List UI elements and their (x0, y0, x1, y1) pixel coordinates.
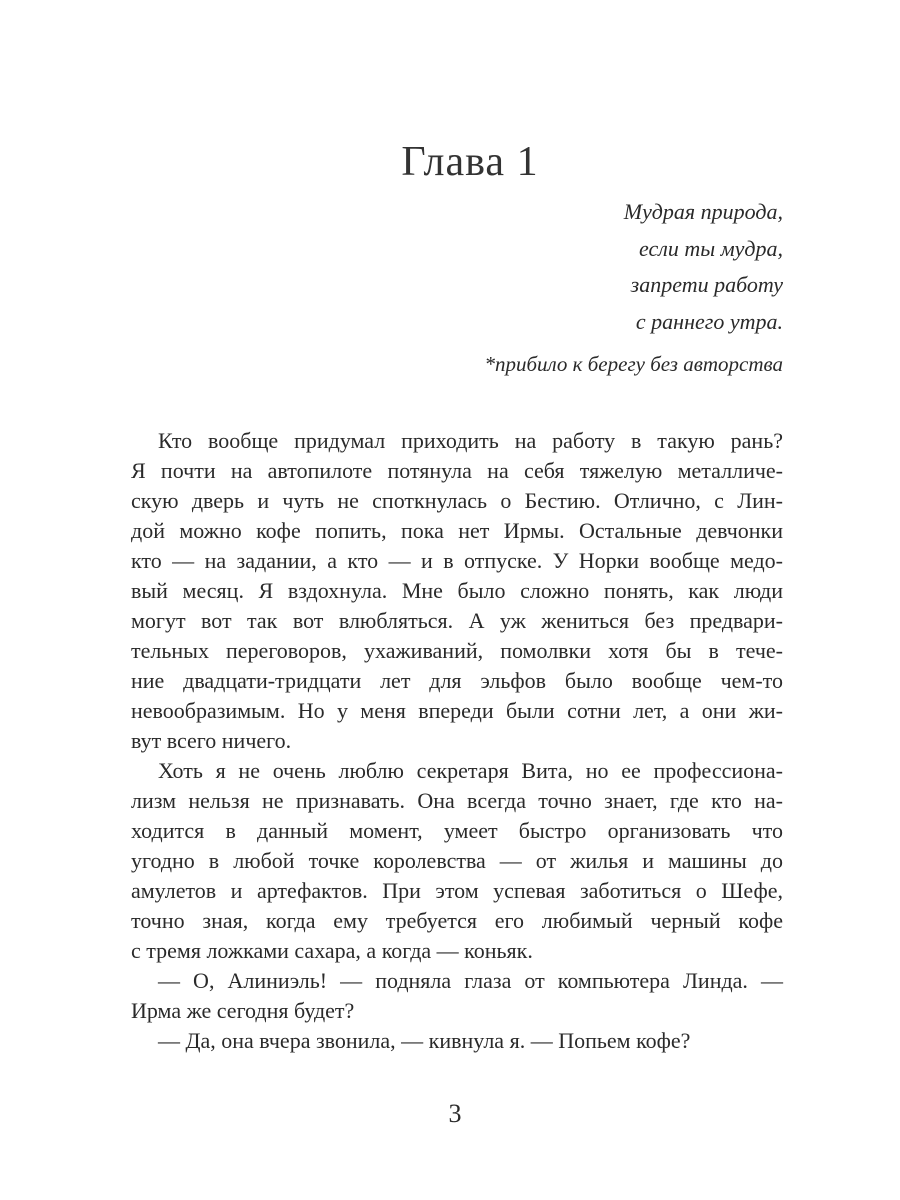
epigraph (624, 194, 783, 340)
epigraph-line: Мудрая природа, (623, 199, 783, 224)
epigraph-attribution: *прибило к берегу без авторства (484, 352, 783, 376)
text-line: — О, Алиниэль! — подняла глаза от компьютера Линда. — (158, 968, 783, 993)
text-line: амулетов и артефактов. При этом успевая заботиться о Шефе, (131, 878, 783, 903)
text-line: лизм нельзя не признавать. Она всегда точно знает, где кто на- (131, 788, 783, 813)
text-line: точно зная, когда ему требуется его любимый черный кофе (131, 908, 783, 933)
page-number: 3 (448, 1099, 462, 1128)
body-text (131, 426, 783, 1056)
text-line: Ирма же сегодня будет? (131, 998, 355, 1023)
text-line: невообразимым. Но у меня впереди были сотни лет, а они жи- (131, 698, 783, 723)
text-line: ние двадцати-тридцати лет для эльфов было вообще чем-то (131, 668, 783, 693)
text-line: вый месяц. Я вздохнула. Мне было сложно понять, как люди (131, 578, 783, 603)
text-line: угодно в любой точке королевства — от жилья и машины до (131, 848, 783, 873)
text-line: могут вот так вот влюбляться. А уж жениться без предвари- (131, 608, 783, 633)
text-line: дой можно кофе попить, пока нет Ирмы. Остальные девчонки (131, 518, 783, 543)
text-line: Кто вообще придумал приходить на работу в такую рань? (158, 428, 783, 453)
text-line: — Да, она вчера звонила, — кивнула я. — Попьем кофе? (158, 1028, 691, 1053)
chapter-title: Глава 1 (401, 139, 539, 185)
text-line: ходится в данный момент, умеет быстро организовать что (131, 818, 783, 843)
text-line: Хоть я не очень люблю секретаря Вита, но ее профессиона- (158, 758, 783, 783)
epigraph-line: с раннего утра. (635, 308, 783, 334)
text-line: с тремя ложками сахара, а когда — коньяк. (131, 938, 533, 963)
epigraph-line: запрети работу (630, 272, 783, 297)
text-line: тельных переговоров, ухаживаний, помолвки хотя бы в тече- (131, 638, 783, 663)
epigraph-line: если ты мудра, (639, 235, 783, 261)
text-line: скую дверь и чуть не споткнулась о Бестию. Отлично, с Лин- (131, 488, 783, 513)
text-line: кто — на задании, а кто — и в отпуске. У Норки вообще медо- (131, 548, 783, 573)
text-line: Я почти на автопилоте потянула на себя тяжелую металличе- (131, 458, 783, 483)
text-line: вут всего ничего. (131, 728, 292, 753)
